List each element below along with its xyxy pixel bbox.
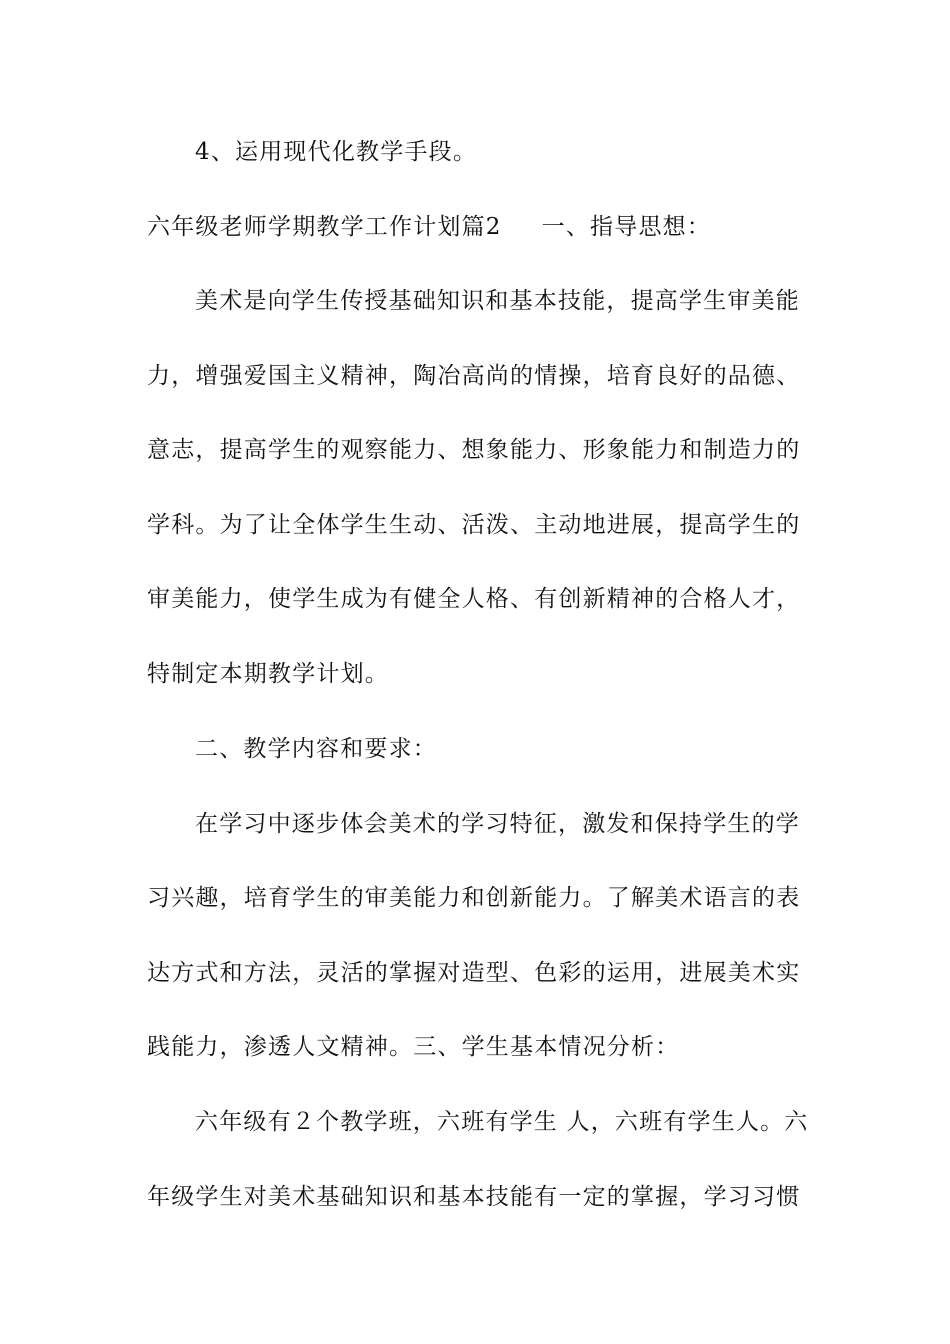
paragraph-line: 达方式和方法，灵活的掌握对造型、色彩的运用，进展美术实 [147,960,801,986]
paragraph-line: 审美能力，使学生成为有健全人格、有创新精神的合格人才， [147,586,801,612]
section-heading: 一、指导思想： [541,214,712,240]
paragraph-line: 美术是向学生传授基础知识和基本技能，提高学生审美能 [195,288,800,314]
section-heading: 二、教学内容和要求： [195,736,437,762]
heading-line [147,212,807,242]
paragraph-line: 学科。为了让全体学生生动、活泼、主动地进展，提高学生的 [147,512,801,538]
paragraph-line: 习兴趣，培育学生的审美能力和创新能力。了解美术语言的表 [147,885,801,911]
paragraph-line: 年级学生对美术基础知识和基本技能有一定的掌握，学习习惯 [147,1184,801,1210]
paragraph-line: 力，增强爱国主义精神，陶冶高尚的情操，培育良好的品德、 [147,363,801,389]
paragraph-line: 意志，提高学生的观察能力、想象能力、形象能力和制造力的 [147,437,801,463]
paragraph-line: 特制定本期教学计划。 [147,661,389,687]
paragraph-line: 六年级有２个教学班，六班有学生 人，六班有学生人。六 [195,1109,809,1135]
paragraph-line: 践能力，渗透人文精神。三、学生基本情况分析： [147,1034,680,1060]
paragraph-line: 在学习中逐步体会美术的学习特征，激发和保持学生的学 [195,811,800,837]
text-line: 4、运用现代化教学手段。 [195,139,478,165]
plan-title: 六年级老师学期教学工作计划篇2 [147,214,502,240]
